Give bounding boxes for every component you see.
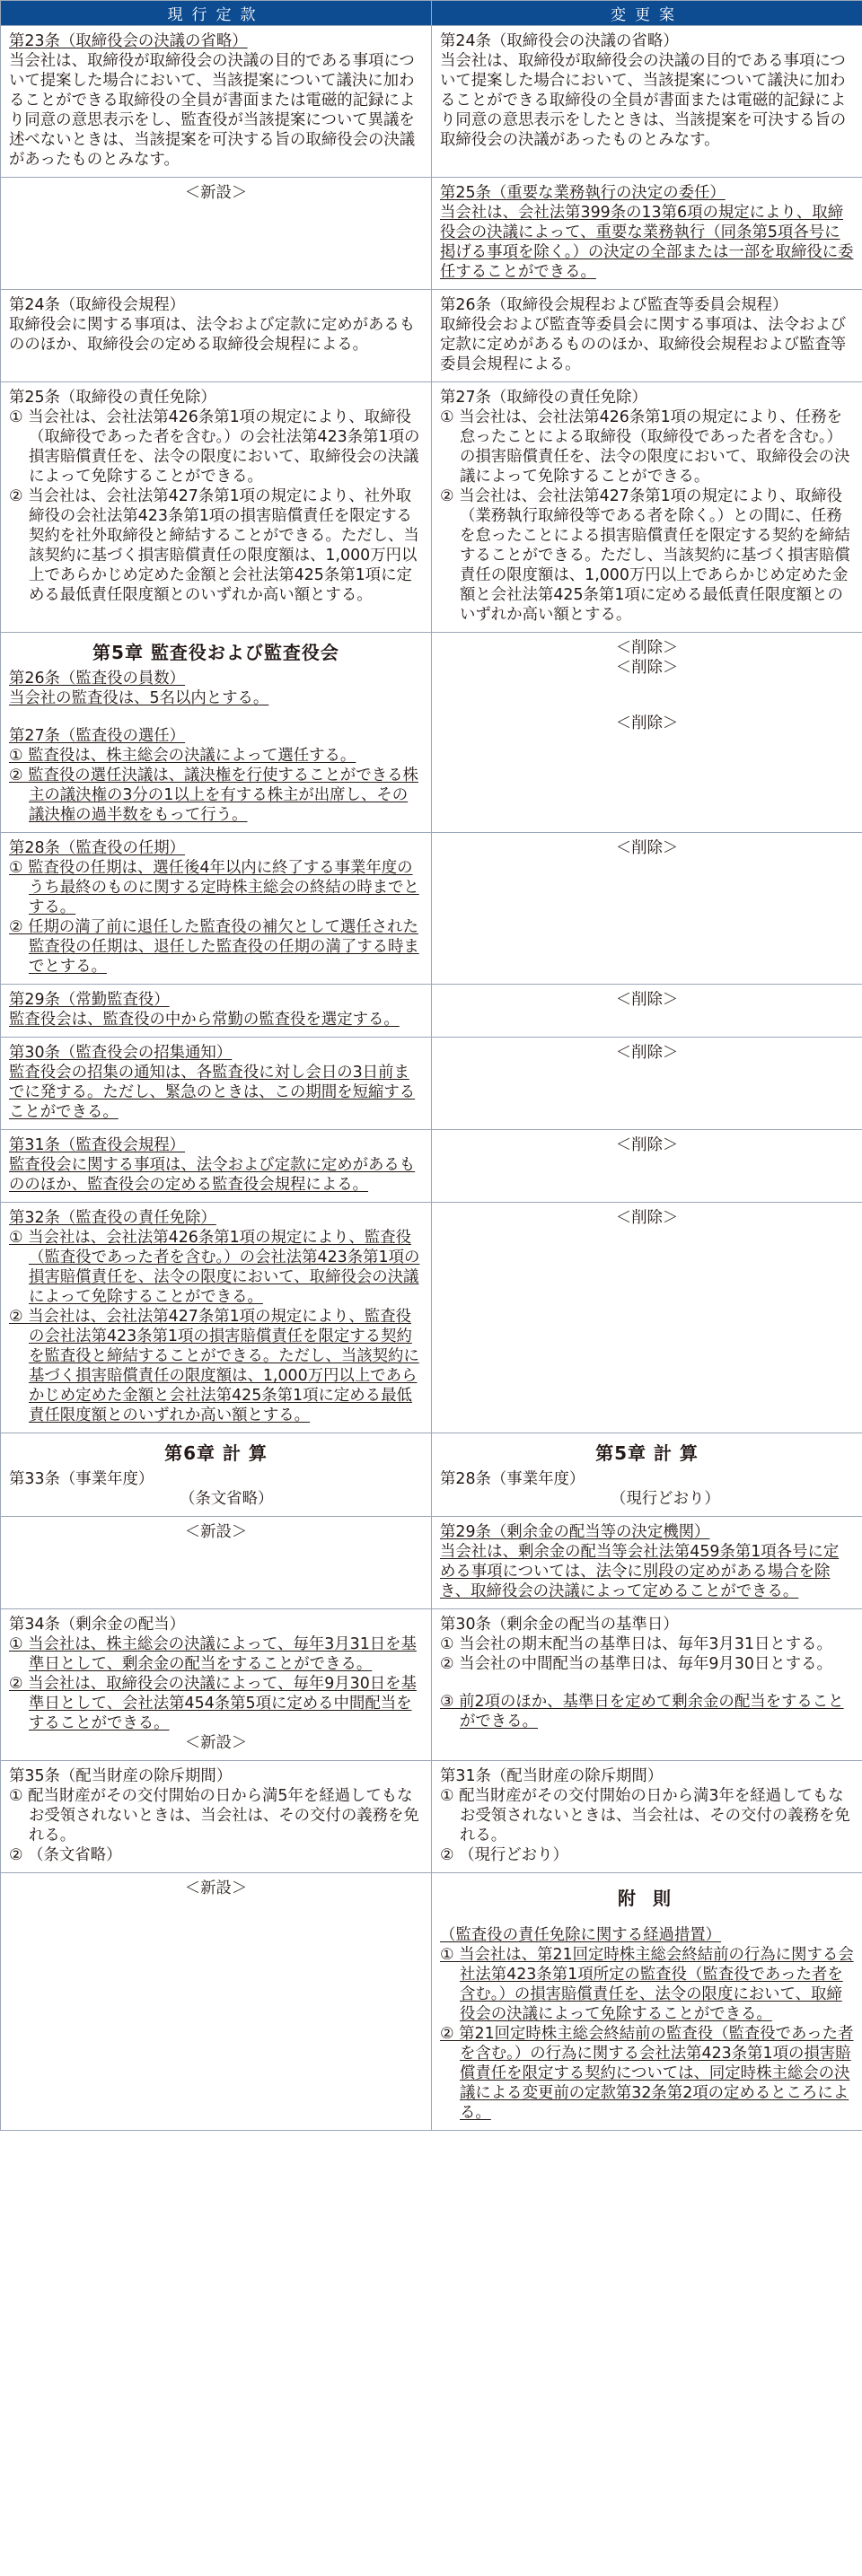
table-row	[1, 1609, 862, 1761]
article-text: 監査役会は、監査役の中から常勤の監査役を選定する。	[9, 1011, 400, 1029]
proposed-article-cell	[432, 833, 862, 985]
current-article-cell	[1, 290, 432, 382]
table-header-row	[1, 1, 862, 26]
proposed-article-cell	[432, 1609, 862, 1761]
article-text: 取締役会に関する事項は、法令および定款に定めがあるもののほか、取締役会の定める取締役会規程による。	[9, 316, 416, 354]
spacer	[9, 708, 423, 726]
status-note: （現行どおり）	[611, 1490, 720, 1508]
article-text: 第31条（監査役会規程）	[9, 1136, 186, 1154]
header-proposed-changes: 変更案	[432, 1, 862, 26]
article-text: 第25条（重要な業務執行の決定の委任）	[440, 184, 726, 202]
article-text: 第28条（監査役の任期）	[9, 839, 186, 857]
header-current-articles: 現行定款	[1, 1, 432, 26]
proposed-article-cell	[432, 1130, 862, 1203]
article-text: 監査役会に関する事項は、法令および定款に定めがあるもののほか、監査役会の定める監査役会規程による。	[9, 1156, 416, 1194]
numbered-clause: ② 当会社は、会社法第427条第1項の規定により、監査役の会社法第423条第1項の損害賠償責任を限定する契約を監査役と締結することができる。ただし、当該契約に基づく損害賠償責任の限度額は、1,000万円以上であらかじめ定めた金額と会社法第425条第1項に定める最低責任限度額とのいずれか高い額とする。	[9, 1308, 419, 1424]
status-note: （条文省略）	[180, 1490, 274, 1508]
spacer	[440, 678, 854, 696]
numbered-clause: ① 当会社は、株主総会の決議によって、毎年3月31日を基準日として、剰余金の配当をすることができる。	[9, 1635, 417, 1673]
table-row	[1, 1433, 862, 1517]
article-text: 第24条（取締役会の決議の省略）	[440, 32, 679, 50]
proposed-article-cell	[432, 1203, 862, 1433]
table-row	[1, 178, 862, 290]
article-text: 当会社は、剰余金の配当等会社法第459条第1項各号に定める事項については、法令に別段の定めがある場合を除き、取締役会の決議によって定めることができる。	[440, 1543, 840, 1600]
article-text: 第29条（常勤監査役）	[9, 991, 170, 1009]
article-text: 第26条（取締役会規程および監査等委員会規程）	[440, 296, 788, 314]
proposed-article-cell	[432, 382, 862, 633]
numbered-clause: ① 当会社の期末配当の基準日は、毎年3月31日とする。	[440, 1635, 832, 1653]
current-article-cell	[1, 1761, 432, 1873]
current-article-cell	[1, 633, 432, 833]
proposed-article-cell	[432, 26, 862, 178]
table-row	[1, 1038, 862, 1130]
current-article-cell	[1, 833, 432, 985]
article-text: 第33条（事業年度）	[9, 1470, 154, 1488]
article-text: 第35条（配当財産の除斥期間）	[9, 1767, 233, 1785]
numbered-clause: ② 第21回定時株主総会終結前の監査役（監査役であった者を含む。）の行為に関する会社法第423条第1項の損害賠償責任を限定する契約については、同定時株主総会の決議による変更前の定款第32条第2項の定めるところによる。	[440, 2025, 854, 2122]
numbered-clause: ① 当会社は、第21回定時株主総会終結前の行為に関する会社法第423条第1項所定の監査役（監査役であった者を含む。）の損害賠償責任を、法令の限度において、取締役会の決議によって免除することができる。	[440, 1946, 854, 2023]
table-row	[1, 382, 862, 633]
article-text: （監査役の責任免除に関する経過措置）	[440, 1926, 722, 1944]
current-article-cell	[1, 1873, 432, 2131]
current-article-cell	[1, 1609, 432, 1761]
status-marker: ＜削除＞	[615, 1044, 679, 1062]
article-text: 第34条（剰余金の配当）	[9, 1616, 186, 1634]
table-row	[1, 1130, 862, 1203]
numbered-clause: ① 当会社は、会社法第426条第1項の規定により、監査役（監査役であった者を含む。）の会社法第423条第1項の損害賠償責任を、法令の限度において、取締役会の決議によって免除することができる。	[9, 1229, 420, 1306]
current-article-cell	[1, 382, 432, 633]
numbered-clause: ② 任期の満了前に退任した監査役の補欠として選任された監査役の任期は、退任した監査役の任期の満了する時までとする。	[9, 918, 419, 976]
numbered-clause: ① 監査役は、株主総会の決議によって選任する。	[9, 747, 356, 765]
numbered-clause: ② 当会社は、会社法第427条第1項の規定により、社外取締役の会社法第423条第1項の損害賠償責任を限定する契約を社外取締役と締結することができる。ただし、当該契約に基づく損害賠償責任の限度額は、1,000万円以上であらかじめ定めた金額と会社法第425条第1項に定める最低責任限度額とのいずれか高い額とする。	[9, 487, 419, 604]
table-row	[1, 1761, 862, 1873]
proposed-article-cell	[432, 1761, 862, 1873]
numbered-clause: ① 当会社は、会社法第426条第1項の規定により、任務を怠ったことによる取締役（取締役であった者を含む。）の損害賠償責任を、法令の限度において、取締役会の決議によって免除することができる。	[440, 408, 850, 486]
numbered-clause: ① 配当財産がその交付開始の日から満5年を経過してもなお受領されないときは、当会社は、その交付の義務を免れる。	[9, 1787, 419, 1844]
current-article-cell	[1, 1517, 432, 1609]
spacer	[440, 696, 854, 714]
numbered-clause: ③ 前2項のほか、基準日を定めて剰余金の配当をすることができる。	[440, 1693, 844, 1730]
numbered-clause: ② （現行どおり）	[440, 1846, 568, 1864]
status-marker: ＜新設＞	[184, 184, 248, 202]
current-article-cell	[1, 1038, 432, 1130]
table-row	[1, 833, 862, 985]
proposed-article-cell	[432, 1517, 862, 1609]
proposed-article-cell	[432, 1038, 862, 1130]
status-marker: ＜新設＞	[184, 1879, 248, 1897]
current-article-cell	[1, 178, 432, 290]
current-article-cell	[1, 985, 432, 1038]
table-row	[1, 633, 862, 833]
supplementary-heading: 附 則	[618, 1888, 676, 1909]
proposed-article-cell	[432, 985, 862, 1038]
table-row	[1, 290, 862, 382]
current-article-cell	[1, 1130, 432, 1203]
numbered-clause: ① 当会社は、会社法第426条第1項の規定により、取締役（取締役であった者を含む。）の会社法第423条第1項の損害賠償責任を、法令の限度において、取締役会の決議によって免除することができる。	[9, 408, 420, 486]
article-text: 第27条（取締役の責任免除）	[440, 389, 647, 407]
article-text: 第23条（取締役会の決議の省略）	[9, 32, 248, 50]
article-text: 当会社の監査役は、5名以内とする。	[9, 689, 269, 707]
spacer	[440, 1674, 854, 1692]
numbered-clause: ① 配当財産がその交付開始の日から満3年を経過してもなお受領されないときは、当会社は、その交付の義務を免れる。	[440, 1787, 850, 1844]
article-text: 第30条（剰余金の配当の基準日）	[440, 1616, 679, 1634]
current-article-cell	[1, 26, 432, 178]
status-marker: ＜新設＞	[184, 1523, 248, 1541]
numbered-clause: ② 当会社は、会社法第427条第1項の規定により、取締役（業務執行取締役等である者を除く。）との間に、任務を怠ったことによる損害賠償責任を限定する契約を締結することができる。ただし、当該契約に基づく損害賠償責任の限度額は、1,000万円以上であらかじめ定めた金額と会社法第425条第1項に定める最低責任限度額とのいずれか高い額とする。	[440, 487, 850, 624]
current-article-cell	[1, 1203, 432, 1433]
status-marker: ＜削除＞	[615, 659, 679, 677]
chapter-heading: 第6章 計 算	[164, 1442, 268, 1464]
status-marker: ＜削除＞	[615, 639, 679, 657]
table-row	[1, 1873, 862, 2131]
table-row	[1, 985, 862, 1038]
numbered-clause: ② 当会社は、取締役会の決議によって、毎年9月30日を基準日として、会社法第454条第5項に定める中間配当をすることができる。	[9, 1675, 417, 1732]
table-row	[1, 1203, 862, 1433]
article-text: 第27条（監査役の選任）	[9, 727, 186, 745]
status-marker: ＜削除＞	[615, 839, 679, 857]
current-article-cell	[1, 1433, 432, 1517]
numbered-clause: ② （条文省略）	[9, 1846, 122, 1864]
article-text: 監査役会の招集の通知は、各監査役に対し会日の3日前までに発する。ただし、緊急のときは、この期間を短縮することができる。	[9, 1064, 416, 1121]
chapter-heading: 第5章 計 算	[595, 1442, 699, 1464]
article-text: 第32条（監査役の責任免除）	[9, 1209, 216, 1227]
numbered-clause: ② 監査役の選任決議は、議決権を行使することができる株主の議決権の3分の1以上を有する株主が出席し、その議決権の過半数をもって行う。	[9, 767, 418, 824]
status-marker: ＜新設＞	[184, 1734, 248, 1752]
article-text: 当会社は、取締役が取締役会の決議の目的である事項について提案した場合において、当該提案について議決に加わることができる取締役の全員が書面または電磁的記録により同意の意思表示をし、監査役が当該提案について異議を述べないときは、当該提案を可決する旨の取締役会の決議があったものとみなす。	[9, 52, 416, 169]
numbered-clause: ② 当会社の中間配当の基準日は、毎年9月30日とする。	[440, 1655, 832, 1673]
proposed-article-cell	[432, 1873, 862, 2131]
article-text: 取締役会および監査等委員会に関する事項は、法令および定款に定めがあるもののほか、取締役会規程および監査等委員会規程による。	[440, 316, 847, 373]
proposed-article-cell	[432, 290, 862, 382]
table-row	[1, 26, 862, 178]
article-text: 当会社は、取締役が取締役会の決議の目的である事項について提案した場合において、当該提案について議決に加わることができる取締役の全員が書面または電磁的記録により同意の意思表示をしたときは、当該提案を可決する旨の取締役会の決議があったものとみなす。	[440, 52, 847, 149]
table-row	[1, 1517, 862, 1609]
article-text: 第30条（監査役会の招集通知）	[9, 1044, 233, 1062]
status-marker: ＜削除＞	[615, 1136, 679, 1154]
numbered-clause: ① 監査役の任期は、選任後4年以内に終了する事業年度のうち最終のものに関する定時株主総会の終結の時までとする。	[9, 859, 419, 916]
article-text: 当会社は、会社法第399条の13第6項の規定により、取締役会の決議によって、重要な業務執行（同条第5項各号に掲げる事項を除く。）の決定の全部または一部を取締役に委任することができる。	[440, 204, 854, 281]
chapter-heading: 第5章 監査役および監査役会	[92, 642, 339, 663]
status-marker: ＜削除＞	[615, 991, 679, 1009]
article-text: 第29条（剰余金の配当等の決定機関）	[440, 1523, 710, 1541]
status-marker: ＜削除＞	[615, 714, 679, 732]
proposed-article-cell	[432, 633, 862, 833]
proposed-article-cell	[432, 178, 862, 290]
status-marker: ＜削除＞	[615, 1209, 679, 1227]
article-text: 第26条（監査役の員数）	[9, 670, 186, 688]
proposed-article-cell	[432, 1433, 862, 1517]
article-text: 第25条（取締役の責任免除）	[9, 389, 216, 407]
article-text: 第31条（配当財産の除斥期間）	[440, 1767, 664, 1785]
article-text: 第28条（事業年度）	[440, 1470, 585, 1488]
article-text: 第24条（取締役会規程）	[9, 296, 186, 314]
